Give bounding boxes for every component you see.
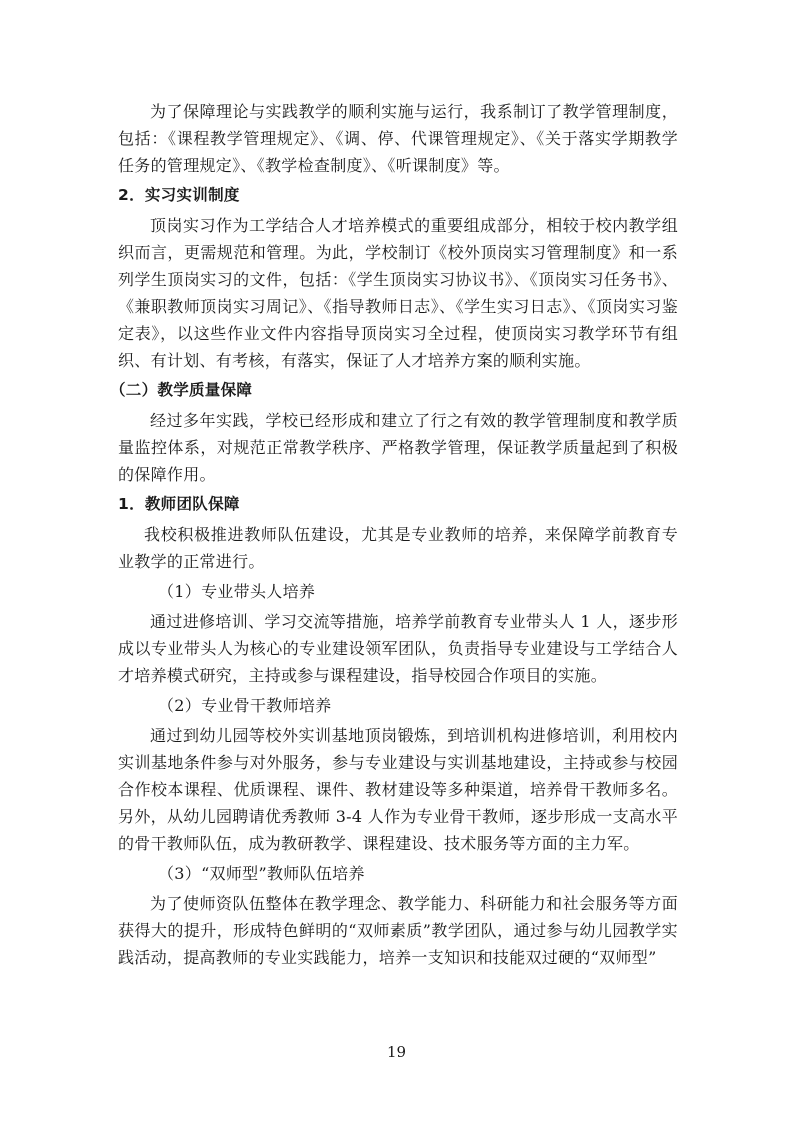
paragraph-teaching-management: 为了保障理论与实践教学的顺利实施与运行，我系制订了教学管理制度，包括：《课程教学管理规定》、《调、停、代课管理规定》、《关于落实学期教学任务的管理规定》、《教学检查制度》、《听课制度》等。 [118,102,678,175]
subheading-dual-teachers: （3）“双师型”教师队伍培养 [158,864,365,883]
subheading-core-teachers: （2）专业骨干教师培养 [158,696,332,715]
page-number: 19 [386,1043,407,1061]
paragraph-teacher-team: 我校积极推进教师队伍建设，尤其是专业教师的培养，来保障学前教育专业教学的正常进行。 [118,525,678,571]
paragraph-quality: 经过多年实践，学校已经形成和建立了行之有效的教学管理制度和教学质量监控体系，对规范正常教学秩序、严格教学管理，保证教学质量起到了积极的保障作用。 [118,411,678,484]
section-heading-teacher-team: 1．教师团队保障 [118,495,240,513]
paragraph-internship: 顶岗实习作为工学结合人才培养模式的重要组成部分，相较于校内教学组织而言，更需规范和管理。为此，学校制订《校外顶岗实习管理制度》和一系列学生顶岗实习的文件，包括：《学生顶岗实习协议书》、《顶岗实习任务书》、《兼职教师顶岗实习周记》、《指导教师日志》、《学生实习日志》、《顶岗实习鉴定表》，以这些作业文件内容指导顶岗实习全过程，使顶岗实习教学环节有组织、有计划、有考核，有落实，保证了人才培养方案的顺利实施。 [118,216,678,370]
subheading-leader: （1）专业带头人培养 [158,582,316,601]
paragraph-leader: 通过进修培训、学习交流等措施，培养学前教育专业带头人 1 人，逐步形成以专业带头人为核心的专业建设领军团队，负责指导专业建设与工学结合人才培养模式研究，主持或参与课程建设，指导校园合作项目的实施。 [118,612,678,685]
page-body [110,98,678,971]
paragraph-dual-teachers: 为了使师资队伍整体在教学理念、教学能力、科研能力和社会服务等方面获得大的提升，形成特色鲜明的“双师素质”教学团队，通过参与幼儿园教学实践活动，提高教师的专业实践能力，培养一支知识和技能双过硬的“双师型” [118,894,678,967]
section-heading-quality: （二）教学质量保障 [110,381,253,399]
paragraph-core-teachers: 通过到幼儿园等校外实训基地顶岗锻炼，到培训机构进修培训，利用校内实训基地条件参与对外服务，参与专业建设与实训基地建设，主持或参与校园合作校本课程、优质课程、课件、教材建设等多种渠道，培养骨干教师多名。另外，从幼儿园聘请优秀教师 3-4 人作为专业骨干教师，逐步形成一支高水平的骨干教师队伍，成为教研教学、课程建设、技术服务等方面的主力军。 [118,726,678,853]
section-heading-internship: 2．实习实训制度 [118,186,240,204]
